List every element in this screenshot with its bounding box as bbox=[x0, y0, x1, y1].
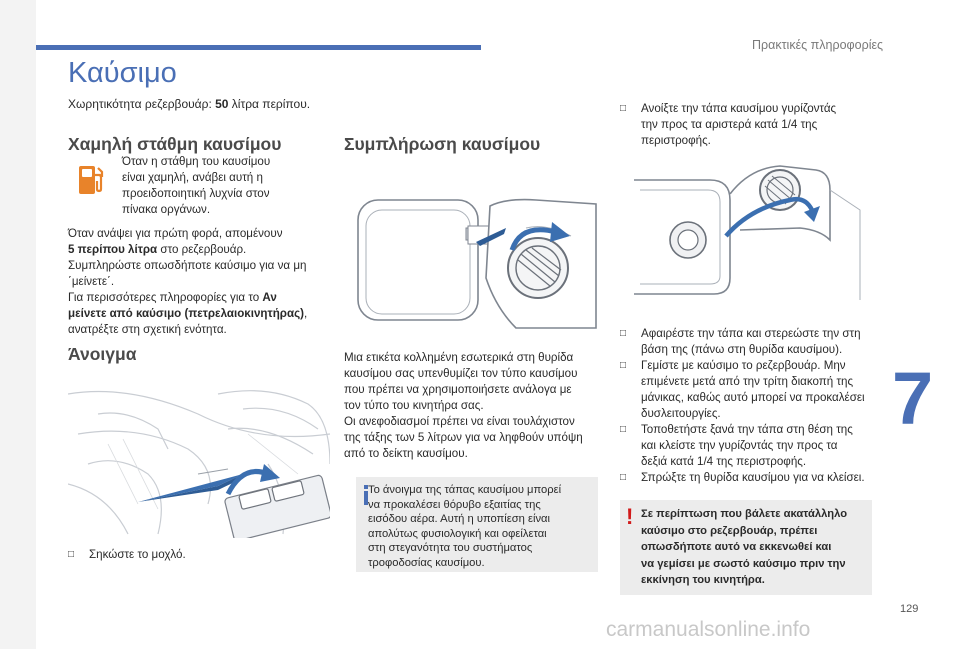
text-line: μείνετε από καύσιμο (πετρελαιοκινητήρας), bbox=[68, 307, 308, 320]
text-line: Σε περίπτωση που βάλετε ακατάλληλο bbox=[641, 508, 848, 520]
text-line: Αφαιρέστε την τάπα και στερεώστε την στη bbox=[641, 327, 861, 340]
text-line: είναι χαμηλή, ανάβει αυτή η bbox=[122, 171, 263, 184]
warning-note bbox=[620, 500, 872, 595]
text-line: ΄μείνετε΄. bbox=[68, 275, 115, 288]
watermark: carmanualsonline.info bbox=[606, 618, 811, 641]
low-level-heading: Χαμηλή στάθμη καυσίμου bbox=[68, 134, 282, 154]
tank-capacity: Χωρητικότητα ρεζερβουάρ: 50 λίτρα περίπου. bbox=[68, 97, 311, 111]
info-text bbox=[368, 483, 596, 570]
text-line: οπωσδήποτε αυτό να εκκενωθεί και bbox=[641, 541, 832, 553]
left-margin-bar bbox=[0, 0, 36, 649]
refuel-step-2 bbox=[620, 326, 874, 358]
chapter-number: 7 bbox=[892, 357, 934, 440]
text-line: επιμένετε μετά από την τρίτη διακοπή της bbox=[641, 375, 854, 388]
refuel-paragraph bbox=[344, 350, 583, 462]
refuel-heading: Συμπλήρωση καυσίμου bbox=[344, 134, 541, 154]
text-line: Μια ετικέτα κολλημένη εσωτερικά στη θυρίδα bbox=[344, 351, 574, 364]
step-marker: □ bbox=[620, 424, 627, 435]
refuel-step-3 bbox=[620, 358, 874, 422]
text-line: ανατρέξτε στη σχετική ενότητα. bbox=[68, 323, 227, 336]
page-title: Καύσιμο bbox=[68, 57, 177, 89]
text-line: να προκαλέσει θόρυβο εξαιτίας της bbox=[368, 498, 541, 511]
refuel-step-1 bbox=[620, 101, 870, 149]
text-line: Ανοίξτε την τάπα καυσίμου γυρίζοντάς bbox=[641, 102, 837, 115]
exclamation-icon: ! bbox=[626, 504, 634, 529]
opening-step bbox=[68, 547, 186, 563]
text-line: καυσίμου σας υπενθυμίζει τον τύπο καυσίμου bbox=[344, 367, 578, 380]
text-line: μάνικας, καθώς αυτό μπορεί να προκαλέσει bbox=[641, 391, 865, 404]
text-line: Το άνοιγμα της τάπας καυσίμου μπορεί bbox=[368, 484, 562, 496]
text-line: Γεμίστε με καύσιμο το ρεζερβουάρ. Μην bbox=[641, 359, 846, 372]
refuel-step-5 bbox=[620, 470, 874, 486]
text-line: να γεμίσει με σωστό καύσιμο πριν την bbox=[641, 557, 846, 570]
step-marker: □ bbox=[620, 328, 627, 339]
opening-heading: Άνοιγμα bbox=[68, 344, 137, 364]
text-line: εισόδου αέρα. Αυτή η υποπίεση είναι bbox=[368, 513, 551, 525]
text-line: Σπρώξτε τη θυρίδα καυσίμου για να κλείσει. bbox=[641, 471, 865, 484]
text-line: τον τύπο του κινητήρα σας. bbox=[344, 399, 484, 412]
step-marker: □ bbox=[68, 549, 75, 560]
text-line: τροφοδοσίας καυσίμου. bbox=[368, 556, 485, 569]
text-line: πίνακα οργάνων. bbox=[122, 203, 211, 216]
text-line: που πρέπει να χρησιμοποιήσετε ανάλογα με bbox=[344, 383, 572, 396]
text-line: της τάξης των 5 λίτρων για να ληφθούν υπόψη bbox=[344, 431, 583, 444]
fuel-flap-lever-figure bbox=[68, 374, 330, 538]
text-line: από το δείκτη καυσίμου. bbox=[344, 447, 468, 460]
text-line: την προς τα αριστερά κατά 1/4 της bbox=[641, 118, 818, 131]
text-line: δεξιά κατά 1/4 της περιστροφής. bbox=[641, 455, 807, 468]
text-line: Όταν ανάψει για πρώτη φορά, απομένουν bbox=[68, 227, 283, 240]
page-number: 129 bbox=[900, 603, 919, 615]
header-rule bbox=[36, 45, 481, 50]
text-line: στη στεγανότητα του συστήματος bbox=[368, 542, 533, 554]
text-line: δυσλειτουργίες. bbox=[641, 407, 721, 420]
refuel-step-4 bbox=[620, 422, 874, 470]
text-line: καύσιμο στο ρεζερβουάρ, πρέπει bbox=[641, 524, 818, 537]
step-marker: □ bbox=[620, 360, 627, 371]
interior-lever-illustration bbox=[68, 374, 330, 538]
low-level-indicator-text bbox=[122, 154, 270, 218]
text-line: περιστροφής. bbox=[641, 134, 711, 147]
text-line: Συμπληρώστε οπωσδήποτε καύσιμο για να μη bbox=[68, 259, 307, 272]
step-marker: □ bbox=[620, 472, 627, 483]
text-line: Όταν η στάθμη του καυσίμου bbox=[122, 155, 271, 168]
info-note bbox=[356, 477, 598, 572]
text-line: εκκίνηση του κινητήρα. bbox=[641, 574, 765, 586]
warning-text bbox=[641, 506, 869, 589]
text-line: βάση της (πάνω στη θυρίδα καυσίμου). bbox=[641, 343, 843, 356]
fuel-cap-holder-figure bbox=[630, 160, 866, 308]
cap-stowed-illustration bbox=[630, 160, 866, 308]
step-text: Σηκώστε το μοχλό. bbox=[89, 548, 186, 561]
text-line: απολύτως φυσιολογική και οφείλεται bbox=[368, 527, 547, 540]
fuel-pump-icon bbox=[77, 163, 105, 196]
text-line: προειδοποιητική λυχνία στον bbox=[122, 187, 270, 200]
fuel-door-illustration bbox=[356, 188, 602, 336]
text-line: Οι ανεφοδιασμοί πρέπει να είναι τουλάχιστον bbox=[344, 415, 575, 428]
step-marker: □ bbox=[620, 103, 627, 114]
fuel-cap-opening-figure bbox=[356, 188, 602, 336]
text-line: 5 περίπου λίτρα στο ρεζερβουάρ. bbox=[68, 243, 247, 256]
text-line: Τοποθετήστε ξανά την τάπα στη θέση της bbox=[641, 423, 853, 436]
low-level-paragraph bbox=[68, 226, 338, 338]
text-line: και κλείστε την γυρίζοντάς την προς τα bbox=[641, 439, 838, 452]
section-title: Πρακτικές πληροφορίες bbox=[752, 38, 884, 52]
text-line: Για περισσότερες πληροφορίες για το Αν bbox=[68, 291, 277, 304]
